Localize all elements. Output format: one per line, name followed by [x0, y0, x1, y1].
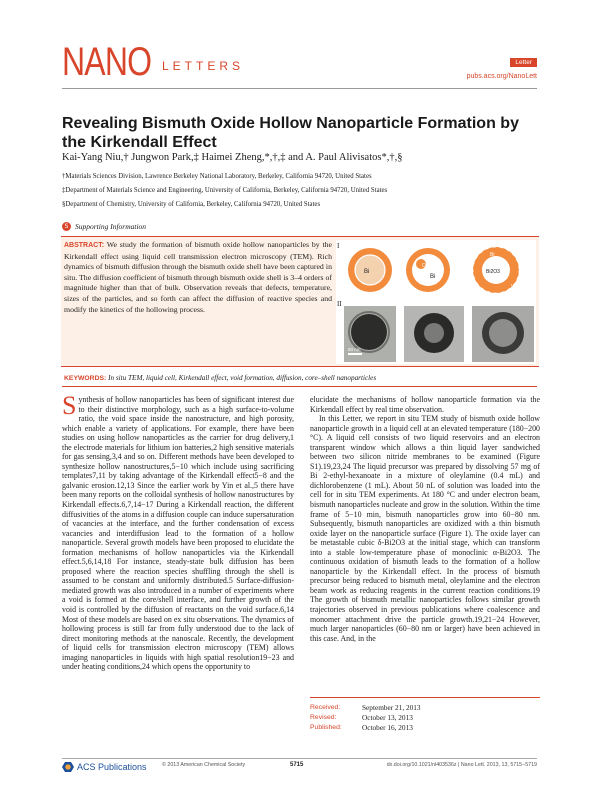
keywords-label: KEYWORDS:	[64, 375, 107, 382]
toc-tem-frames	[344, 306, 534, 362]
date-revised: Revised: October 13, 2013	[310, 713, 413, 723]
author-list: Kai-Yang Niu,† Jungwon Park,‡ Haimei Zheng,*,†,‡ and A. Paul Alivisatos*,†,§	[62, 152, 403, 163]
keywords	[64, 374, 376, 382]
toc-row-ii-label: II	[337, 300, 342, 308]
affiliation-2: ‡Department of Materials Science and Engineering, University of California, Berkeley, California 94720, United States	[62, 187, 388, 194]
toc-schematic-1	[348, 248, 392, 292]
body-paragraph-2: elucidate the mechanisms of hollow nanoparticle formation via the Kirkendall effect by real time observation.	[310, 395, 540, 414]
toc-label-o: O	[422, 263, 426, 269]
footer-divider	[62, 758, 537, 759]
copyright: © 2013 American Chemical Society	[162, 762, 246, 768]
journal-url[interactable]: pubs.acs.org/NanoLett	[466, 73, 537, 80]
acs-publications-logo[interactable]	[62, 762, 147, 772]
toc-label-bi-1: Bi	[364, 269, 370, 275]
keywords-divider	[62, 386, 537, 387]
supporting-info-link[interactable]	[62, 222, 146, 231]
journal-logo	[62, 40, 245, 84]
body-left-column	[62, 391, 294, 672]
header-divider	[62, 88, 537, 89]
page-number: 5715	[290, 762, 304, 768]
date-published: Published: October 16, 2013	[310, 723, 413, 733]
body-right-column	[310, 395, 540, 643]
logo-nano: NANO	[62, 40, 152, 84]
body-paragraph-3: In this Letter, we report in situ TEM study of bismuth oxide hollow nanoparticle growth in a liquid cell at an elevated temperature (180−200 °C). A liquid cell consists of two liquid reservoirs and an electron transparent window which allows a thin liquid layer sandwiched between two silicon nitride membranes to be examined (Figure S1).19,23,24 The liquid precursor was prepared by dissolving 57 mg of Bi 2-ethyl-hexanoate in a mixture of oleylamine (0.4 mL) and dichlorobenzene (1 mL). About 50 nL of solution was loaded into the cell for in situ TEM experiments. At 180 °C and under electron beam, bismuth nanoparticles nucleate and grow in the solution. Within the time frame of 5−10 min, bismuth nanoparticles grow into 60−80 nm. Subsequently, bismuth nanoparticles are oxidized with a thin bismuth oxide layer on the nanoparticle surface (Figure 1). The oxide layer can be metastable cubic δ-Bi2O3 at the initial stage, which can transform into a stable low-temperature phase of monoclinic α-Bi2O3. The continuous oxidation of bismuth leads to the formation of a hollow nanoparticle by the Kirkendall effect. In the process of bismuth precursor being reduced to bismuth metal, oleylamine and the electron beam work as reducing reagents in the current reaction conditions.19 The growth of bismuth metallic nanoparticles follows similar growth trajectories observed in previous publications where coalescence and monomer attachment drive the particle growth.19,21−24 However, much larger nanoparticles (60−80 nm or larger) have been achieved in this case. And, in the	[310, 414, 540, 643]
article-title: Revealing Bismuth Oxide Hollow Nanoparticle Formation by the Kirkendall Effect	[62, 115, 519, 151]
date-received: Received: September 21, 2013	[310, 703, 421, 712]
acs-hexagon-icon	[62, 762, 74, 772]
toc-label-vd: Vd	[511, 284, 518, 290]
publication-dates	[310, 697, 540, 734]
toc-label-bi-2: Bi	[430, 274, 436, 280]
doi-citation[interactable]: dx.doi.org/10.1021/nl403536z | Nano Lett. 2013, 13, 5715−5719	[386, 762, 537, 768]
abstract-text: We study the formation of bismuth oxide hollow nanoparticles by the Kirkendall effect using liquid cell transmission electron microscopy (TEM). Rich dynamics of bismuth diffusion through the bismuth oxide shell have been captured in situ. The diffusion coefficient of bismuth through bismuth oxide shell is 3–4 orders of magnitude higher than that of bulk. Observation reveals that defects, temperature, sizes of the particles, and so forth can affect the diffusion of reactive species and modify the kinetics of the hollowing process.	[64, 240, 332, 314]
acs-publications-label: ACS Publications	[77, 762, 147, 772]
body-paragraph-1: ynthesis of hollow nanoparticles has been of significant interest due to their distinctive morphology, such as a high surface-to-volume ratio, the void space inside the nanostructure, and high porosity, which enable a variety of applications. For example, there have been studies on using hollow nanoparticles as the carrier for drug delivery,1 the electrode materials for lithium ion batteries,2 high sensitive materials for gas sensing,3,4 and so on. Different methods have been developed to synthesize hollow nanostructures,5−10 which include using sacrificing templates7,11 by taking advantage of the Kirkendall effect5−8 and the galvanic erosion.12,13 Since the earlier work by Yin et al.,5 there have been many reports on the colloidal synthesis of hollow nanostructures by Kirkendall effects.6,7,14−17 During a Kirkendall reaction, the different diffusivities of the atoms in a diffusion couple can induce supersaturation of vacancies at the interface, and the further condensation of excess vacancies and interdiffusion lead to the formation of a hollow nanoparticle. Several growth models have been proposed to elucidate the formation mechanisms of hollow nanoparticles via the Kirkendall effect.5,6,14,18 For instance, steady-state bulk diffusion has been proposed where the reaction species shuffling through the shell is assumed to be constant and uniformly distributed.5 Surface-diffusion-mediated growth was also introduced in a number of experiments where a void is formed at the core/shell interface, and further growth of the void is controlled by the diffusion of reactants on the void surface.6,14 Most of these models are based on ex situ observations. The dynamics of hollowing process is still far from fully understood due to the lack of direct monitoring methods at the nanoscale. Recently, the development of liquid cells for transmission electron microscopy (TEM) allows imaging nanoparticles in liquids with high spatial resolution19−23 and under heating conditions,24 which opens the opportunity to	[62, 395, 294, 672]
supporting-info-icon: S	[62, 222, 71, 231]
toc-label-bi-3: Bi	[490, 252, 495, 258]
toc-graphic	[336, 240, 536, 364]
toc-label-bi2o3: Bi2O3	[486, 269, 500, 275]
toc-scale-bar: 50 nm	[348, 347, 361, 352]
toc-figure-svg	[336, 240, 536, 364]
article-type-badge: Letter	[510, 58, 537, 67]
abstract-label: ABSTRACT:	[64, 242, 105, 249]
abstract	[64, 240, 332, 315]
drop-cap: S	[62, 391, 77, 420]
affiliation-3: §Department of Chemistry, University of California, Berkeley, California 94720, United States	[62, 201, 321, 208]
affiliation-1: †Materials Sciences Division, Lawrence Berkeley National Laboratory, Berkeley, California 94720, United States	[62, 173, 372, 180]
toc-schematic-2	[406, 248, 450, 292]
logo-letters: LETTERS	[162, 59, 245, 73]
toc-row-i-label: I	[337, 242, 340, 250]
keywords-text: In situ TEM, liquid cell, Kirkendall effect, void formation, diffusion, core–shell nanoparticles	[108, 374, 377, 382]
supporting-info-label: Supporting Information	[75, 222, 147, 231]
